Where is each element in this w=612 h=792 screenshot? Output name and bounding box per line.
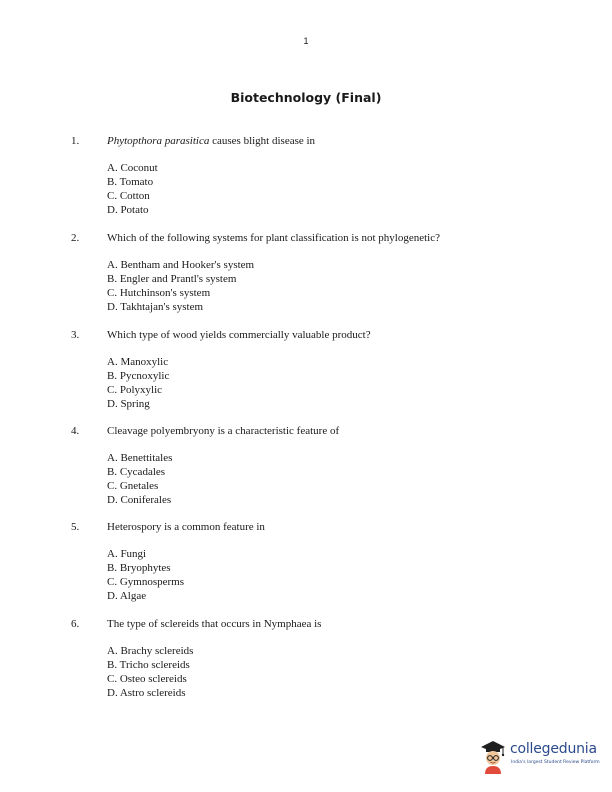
question-number: 6. — [71, 618, 80, 630]
option-d: D. Coniferales — [107, 494, 172, 506]
option-list — [107, 451, 172, 507]
option-a: A. Benettitales — [107, 452, 173, 464]
question-text: The type of sclereids that occurs in Nymphaea is — [107, 618, 322, 630]
question-text: Which type of wood yields commercially valuable product? — [107, 329, 371, 341]
brand-logo[interactable] — [478, 736, 606, 776]
option-d: D. Potato — [107, 204, 149, 216]
question-number: 3. — [71, 329, 80, 341]
option-a: A. Manoxylic — [107, 356, 169, 368]
brand-tagline: India's largest Student Review Platform — [511, 760, 600, 765]
option-b: B. Tomato — [107, 176, 154, 188]
question-text: Which of the following systems for plant classification is not phylogenetic? — [107, 232, 440, 244]
option-list — [107, 161, 158, 217]
option-list — [107, 644, 193, 700]
option-c: C. Gnetales — [107, 480, 159, 492]
option-a: A. Coconut — [107, 162, 158, 174]
option-list — [107, 258, 254, 314]
graduate-mascot-icon — [478, 738, 508, 774]
brand-name: collegedunia — [510, 741, 597, 757]
question-text — [107, 135, 315, 147]
question-text-italic: Phytopthora parasitica — [107, 135, 210, 147]
option-a: A. Fungi — [107, 548, 147, 560]
page-number: 1 — [303, 36, 309, 46]
option-b: B. Bryophytes — [107, 562, 171, 574]
option-c: C. Hutchinson's system — [107, 287, 211, 299]
option-b: B. Cycadales — [107, 466, 166, 478]
option-d: D. Takhtajan's system — [107, 301, 204, 313]
option-c: C. Gymnosperms — [107, 576, 184, 588]
option-b: B. Engler and Prantl's system — [107, 273, 237, 285]
option-c: C. Polyxylic — [107, 384, 163, 396]
option-a: A. Brachy sclereids — [107, 645, 194, 657]
option-d: D. Astro sclereids — [107, 687, 186, 699]
option-b: B. Tricho sclereids — [107, 659, 190, 671]
question-number: 2. — [71, 232, 80, 244]
question-number: 5. — [71, 521, 80, 533]
option-a: A. Bentham and Hooker's system — [107, 259, 255, 271]
option-b: B. Pycnoxylic — [107, 370, 170, 382]
question-number: 4. — [71, 425, 80, 437]
option-d: D. Algae — [107, 590, 147, 602]
question-number: 1. — [71, 135, 80, 147]
option-c: C. Cotton — [107, 190, 150, 202]
option-list — [107, 547, 184, 603]
question-text-rest: causes blight disease in — [209, 135, 316, 147]
question-text: Heterospory is a common feature in — [107, 521, 265, 533]
option-c: C. Osteo sclereids — [107, 673, 187, 685]
document-title: Biotechnology (Final) — [230, 90, 382, 105]
option-list — [107, 355, 169, 411]
option-d: D. Spring — [107, 398, 150, 410]
question-text: Cleavage polyembryony is a characteristic feature of — [107, 425, 340, 437]
